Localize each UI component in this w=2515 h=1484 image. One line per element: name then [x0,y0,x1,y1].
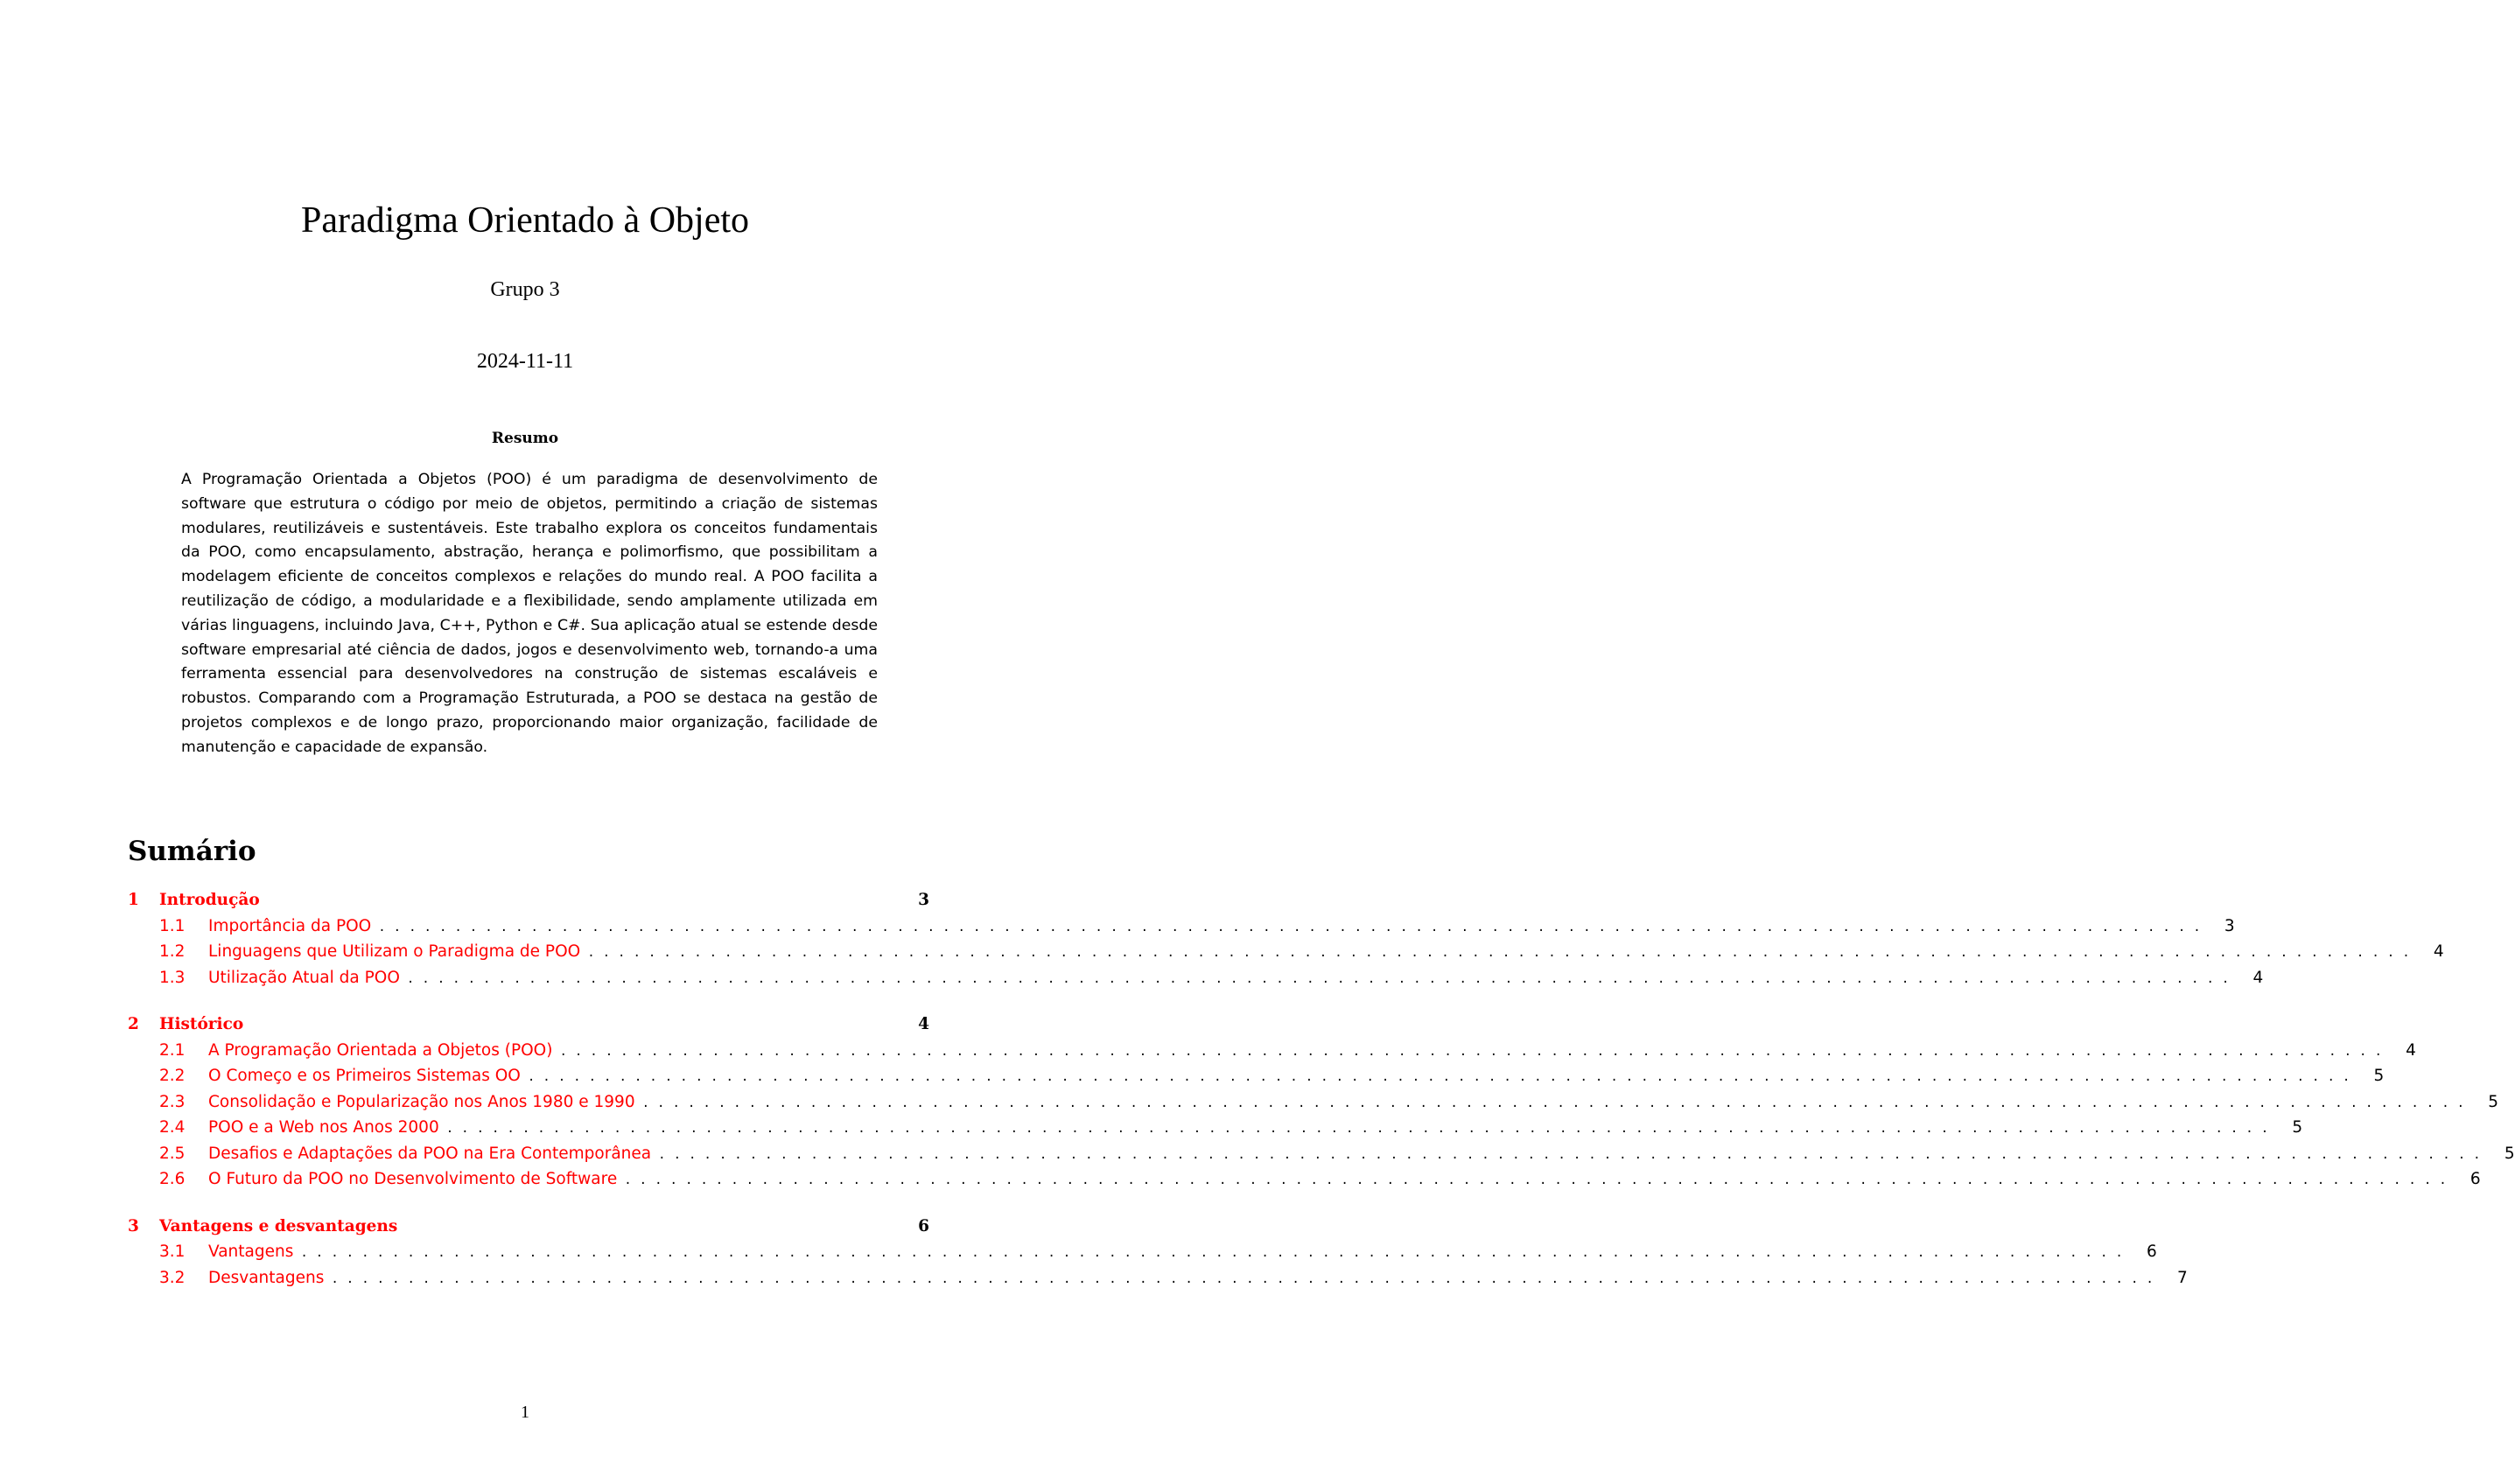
toc-section-3 [128,1216,2188,1295]
toc-entry-number: 1.3 [159,968,186,987]
toc-entry-number: 2.4 [159,1118,186,1137]
author: Grupo 3 [490,278,560,301]
toc-entry-label[interactable]: Introdução [159,891,260,909]
toc-entry-page: 4 [2433,942,2444,961]
toc-entry-2-2[interactable] [128,1067,2385,1093]
toc-entry-page: 6 [918,1216,929,1236]
toc-entry-label[interactable]: O Futuro da POO no Desenvolvimento de Software [208,1170,618,1188]
dot-leader: ........................................................................................................................ [527,1070,2358,1084]
toc-entry-page: 3 [2224,916,2235,935]
toc-entry-page: 6 [2469,1170,2481,1188]
toc-entry-2-5[interactable] [128,1144,2515,1171]
toc-entry-2-4[interactable] [128,1118,2303,1144]
toc-entry-number: 2.2 [159,1067,186,1085]
toc-entry-number: 1.1 [159,916,186,935]
toc-entry-page: 7 [2177,1268,2188,1287]
toc-entry-2-1[interactable] [128,1040,2416,1068]
dot-leader: ........................................................................................................................ [641,1096,2473,1110]
toc-entry-1-3[interactable] [128,968,2264,995]
toc-entry-3-2[interactable] [128,1268,2188,1295]
toc-entry-page: 4 [2252,968,2264,987]
toc-entry-page: 3 [918,891,929,909]
toc-entry-label[interactable]: Utilização Atual da POO [208,968,400,987]
toc-entry-page: 5 [2292,1118,2303,1137]
dot-leader: ........................................................................................................................ [406,971,2238,986]
page-number: 1 [521,1403,529,1422]
toc-entry-label[interactable]: POO e a Web nos Anos 2000 [208,1118,439,1137]
toc-heading: Sumário [128,836,256,867]
dot-leader: ........................................................................................................................ [378,920,2209,934]
toc-entry-label[interactable]: A Programação Orientada a Objetos (POO) [208,1040,553,1060]
toc-entry-label[interactable]: Histórico [159,1015,244,1033]
toc-entry-page: 5 [2373,1067,2385,1085]
toc-entry-number: 3.2 [159,1268,186,1287]
toc-entry-number: 1 [128,891,139,909]
dot-leader: ........................................................................................................................ [559,1044,2390,1059]
dot-leader: ........................................................................................................................ [300,1246,2131,1260]
toc-entry-label[interactable]: Consolidação e Popularização nos Anos 1980 e 1990 [208,1092,635,1111]
dot-leader: ........................................................................................................................ [624,1173,2455,1187]
toc-entry-2-6[interactable] [128,1170,2481,1196]
toc-entry-label[interactable]: Vantagens e desvantagens [159,1216,398,1236]
toc-entry-page: 4 [2406,1040,2416,1060]
toc-entry-1-2[interactable] [128,942,2444,969]
dot-leader: ........................................................................................................................ [445,1122,2277,1136]
document-title: Paradigma Orientado à Objeto [301,200,749,241]
toc-entry-page: 5 [2504,1144,2515,1163]
abstract-text: A Programação Orientada a Objetos (POO) é um paradigma de desenvolvimento de software que estrutura o código por meio de objetos, permitindo a criação de sistemas modulares, reutilizáveis e sustentáveis. Este trabalho explora os conceitos fundamentais da POO, como encapsulamento, abstração, herança e polimorfismo, que possibilitam a modelagem eficiente de conceitos complexos e relações do mundo real. A POO facilita a reutilização de código, a modularidade e a flexibilidade, sendo amplamente utilizada em várias linguagens, incluindo Java, C++, Python e C#. Sua aplicação atual se estende desde software empresarial até ciência de dados, jogos e desenvolvimento web, tornando-a uma ferramenta essencial para desenvolvedores na construção de sistemas escaláveis e robustos. Comparando com a Programação Estruturada, a POO se destaca na gestão de projetos complexos e de longo prazo, proporcionando maior organização, facilidade de manutenção e capacidade de expansão. [181,471,878,756]
toc-entry-3[interactable] [128,1217,929,1243]
toc-entry-label[interactable]: Importância da POO [208,916,372,935]
dot-leader: ........................................................................................................................ [658,1147,2489,1162]
toc-entry-label[interactable]: Desafios e Adaptações da POO na Era Contemporânea [208,1144,652,1163]
dot-leader: ........................................................................................................................ [331,1271,2161,1286]
toc-entry-3-1[interactable] [128,1242,2157,1269]
toc-entry-2-3[interactable] [128,1092,2499,1119]
toc-entry-number: 2.6 [159,1170,186,1188]
toc-entry-1[interactable] [128,891,929,917]
toc-entry-label[interactable]: Vantagens [208,1242,294,1261]
toc-entry-label[interactable]: Desvantagens [208,1268,325,1287]
toc-entry-2[interactable] [128,1015,929,1041]
toc-entry-label[interactable]: Linguagens que Utilizam o Paradigma de POO [208,942,581,961]
toc-entry-number: 2.1 [159,1040,186,1060]
date: 2024-11-11 [476,350,574,373]
toc-entry-1-1[interactable] [128,916,2235,943]
toc-entry-number: 3 [128,1216,139,1236]
toc-entry-page: 4 [918,1015,929,1033]
toc-entry-label[interactable]: O Começo e os Primeiros Sistemas OO [208,1067,521,1085]
toc-entry-number: 1.2 [159,942,186,961]
toc-section-2 [128,1015,2515,1196]
toc-entry-page: 6 [2147,1242,2157,1261]
abstract-heading: Resumo [491,430,559,447]
toc-section-1 [128,891,2444,994]
toc-entry-number: 2.5 [159,1144,186,1163]
toc-entry-number: 3.1 [159,1242,186,1261]
dot-leader: ........................................................................................................................ [587,946,2418,960]
toc-entry-page: 5 [2488,1092,2499,1111]
toc-entry-number: 2 [128,1015,139,1033]
toc-entry-number: 2.3 [159,1092,186,1111]
table-of-contents [128,891,2515,1315]
